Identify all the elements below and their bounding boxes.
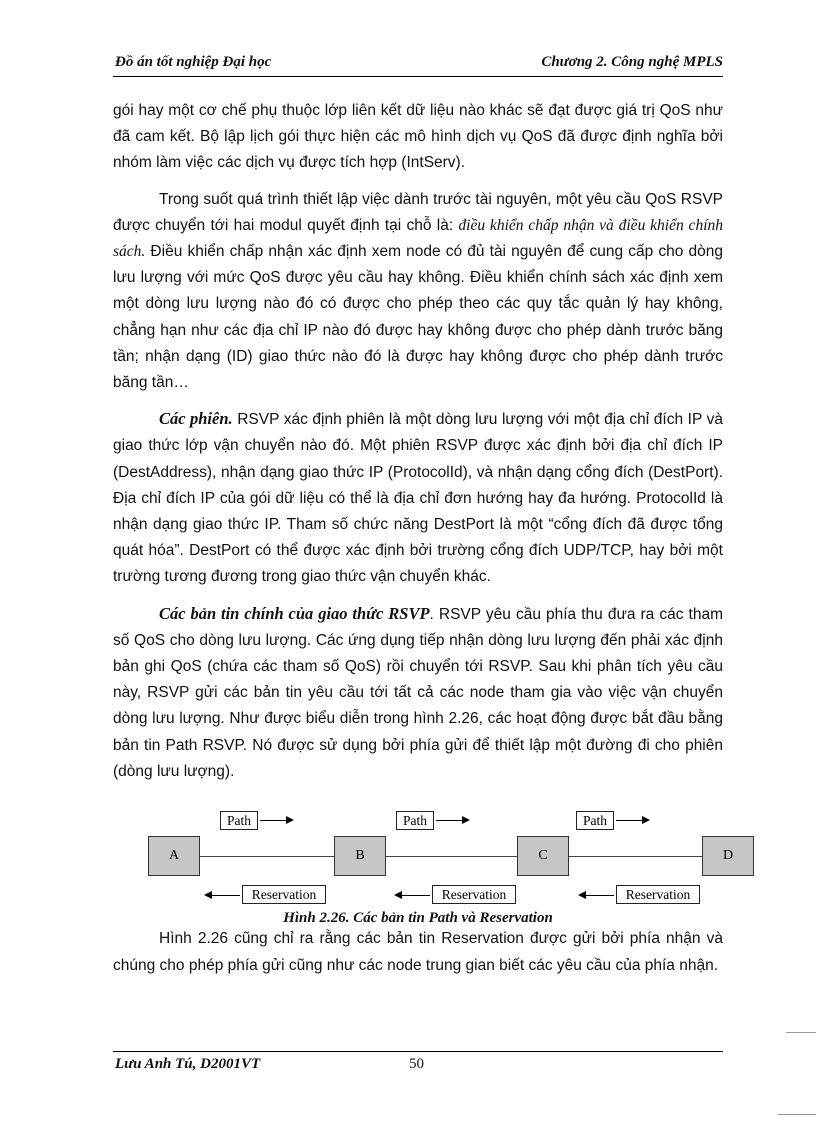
link-c-d xyxy=(569,856,702,857)
paragraph-2 xyxy=(113,187,723,397)
node-c: C xyxy=(517,836,569,876)
paragraph-2-part-a: Trong suốt quá trình thiết lập việc dành trước tài nguyên, một yêu cầu QoS RSVP được chuyển tới hai modul quyết định tại chỗ là: xyxy=(113,190,723,234)
header-doc-title: Đồ án tốt nghiệp Đại học xyxy=(115,54,272,70)
path-arrow-3 xyxy=(616,820,648,821)
page-edge-line xyxy=(778,1114,816,1115)
paragraph-4-heading: Các bản tin chính của giao thức RSVP xyxy=(159,603,430,623)
node-b: B xyxy=(334,836,386,876)
node-d: D xyxy=(702,836,754,876)
paragraph-3 xyxy=(113,406,723,590)
page-header xyxy=(113,52,723,77)
rsvp-diagram xyxy=(148,806,760,910)
path-label-1: Path xyxy=(220,811,258,830)
path-label-3: Path xyxy=(576,811,614,830)
reservation-label-3: Reservation xyxy=(616,885,700,904)
page-footer xyxy=(113,1051,723,1072)
paragraph-3-heading: Các phiên. xyxy=(159,409,233,429)
reservation-arrow-2 xyxy=(396,895,430,896)
node-a: A xyxy=(148,836,200,876)
paragraph-2-part-b: Điều khiển chấp nhận xác định xem node có đủ tài nguyên để cung cấp cho dòng lưu lượng với mức QoS được yêu cầu hay không. Điều khiển chính sách xác định xem một dòng lưu lượng nào đó có được cho phép theo các quy tắc quản lý hay không, chẳng hạn như các địa chỉ IP nào đó được hay không được cho phép dành trước băng tần; nhận dạng (ID) giao thức nào đó là được hay không được cho phép dành trước băng tần… xyxy=(113,243,723,392)
reservation-arrow-1 xyxy=(206,895,240,896)
page-edge-line xyxy=(786,1032,816,1033)
link-b-c xyxy=(386,856,517,857)
paragraph-4-text: . RSVP yêu cầu phía thu đưa ra các tham số QoS cho dòng lưu lượng. Các ứng dụng tiếp nhận dòng lưu lượng đến phải xác định bản ghi QoS (chứa các tham số QoS) rồi chuyển tới RSVP. Sau khi phân tích yêu cầu này, RSVP gửi các bản tin yêu cầu tới tất cả các node tham gia vào việc vận chuyển dòng lưu lượng. Như được biểu diễn trong hình 2.26, các hoạt động được bắt đầu bằng bản tin Path RSVP. Nó được sử dụng bởi phía gửi để thiết lập một đường đi cho phiên (dòng lưu lượng). xyxy=(113,605,724,780)
path-arrow-2 xyxy=(436,820,468,821)
body-text xyxy=(113,98,723,795)
header-chapter-title: Chương 2. Công nghệ MPLS xyxy=(541,54,723,70)
paragraph-4 xyxy=(113,601,723,785)
post-figure-text xyxy=(113,925,723,979)
page-number: 50 xyxy=(409,1056,424,1072)
reservation-label-2: Reservation xyxy=(432,885,516,904)
reservation-arrow-3 xyxy=(580,895,614,896)
paragraph-2-emphasis: điều khiển chấp nhận và điều khiển chính sách. xyxy=(113,216,723,261)
reservation-label-1: Reservation xyxy=(242,885,326,904)
footer-author: Lưu Anh Tú, D2001VT xyxy=(115,1056,261,1072)
link-a-b xyxy=(200,856,334,857)
figure-caption: Hình 2.26. Các bản tin Path và Reservation xyxy=(283,910,553,926)
paragraph-1: gói hay một cơ chế phụ thuộc lớp liên kết dữ liệu nào khác sẽ đạt được giá trị QoS như đã cam kết. Bộ lập lịch gói thực hiện các mô hình dịch vụ QoS đã được định nghĩa bởi nhóm làm việc các dịch vụ được tích hợp (IntServ). xyxy=(113,102,723,172)
path-arrow-1 xyxy=(260,820,292,821)
paragraph-3-text: RSVP xác định phiên là một dòng lưu lượng với một địa chỉ đích IP và giao thức lớp vận chuyển nào đó. Một phiên RSVP được xác định bởi địa chỉ đích IP (DestAddress), nhận dạng giao thức IP (ProtocolId), và nhận dạng cổng đích (DestPort). Địa chỉ đích IP của gói dữ liệu có thể là địa chỉ đơn hướng hay đa hướng. ProtocolId là nhận dạng giao thức IP. Tham số chức năng DestPort là một “cổng đích đã được tổng quát hóa”. DestPort có thể được xác định bởi trường cổng đích UDP/TCP, hay bởi một trường tương đương trong giao thức vận chuyển khác. xyxy=(113,411,723,586)
paragraph-5: Hình 2.26 cũng chỉ ra rằng các bản tin Reservation được gửi bởi phía nhận và chúng cho phép phía gửi cũng như các node trung gian biết các yêu cầu của phía nhận. xyxy=(113,930,723,974)
path-label-2: Path xyxy=(396,811,434,830)
